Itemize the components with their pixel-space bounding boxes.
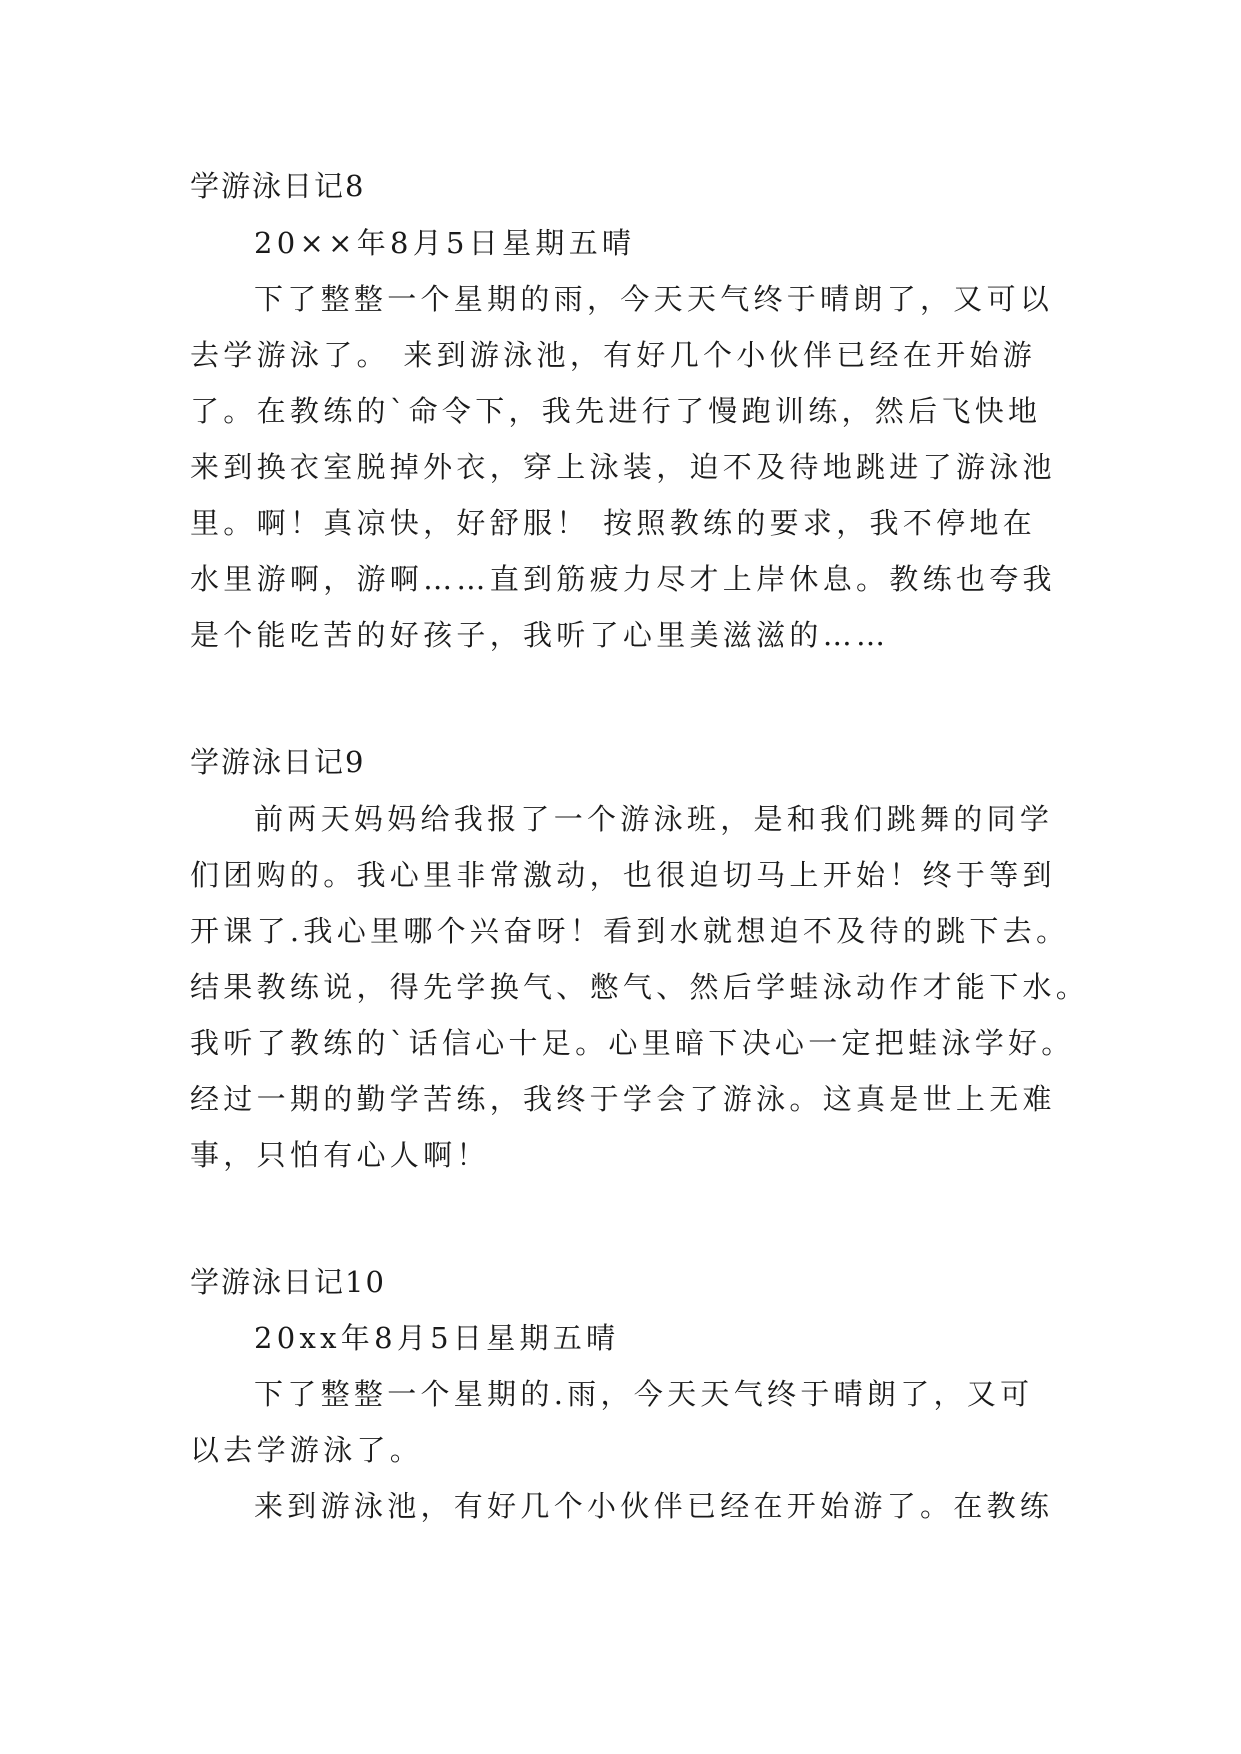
paragraph-line: 经过一期的勤学苦练，我终于学会了游泳。这真是世上无难 [190, 1082, 1056, 1116]
paragraph-line: 里。啊！真凉快，好舒服！ 按照教练的要求，我不停地在 [190, 506, 1037, 540]
paragraph-line: 开课了.我心里哪个兴奋呀！看到水就想迫不及待的跳下去。 [190, 914, 1070, 948]
paragraph-line: 结果教练说，得先学换气、憋气、然后学蛙泳动作才能下水。 [190, 970, 1090, 1004]
paragraph-line: 下了整整一个星期的雨，今天天气终于晴朗了，又可以 [254, 282, 1054, 316]
paragraph-line: 水里游啊，游啊……直到筋疲力尽才上岸休息。教练也夸我 [190, 562, 1056, 596]
paragraph-line: 我听了教练的`话信心十足。心里暗下决心一定把蛙泳学好。 [190, 1026, 1075, 1060]
paragraph-line: 是个能吃苦的好孩子，我听了心里美滋滋的…… [190, 618, 890, 652]
entry-title: 学游泳日记9 [190, 745, 366, 779]
paragraph-line: 下了整整一个星期的.雨，今天天气终于晴朗了，又可 [254, 1377, 1034, 1411]
paragraph-line: 了。在教练的`命令下，我先进行了慢跑训练，然后飞快地 [190, 394, 1042, 428]
entry-title: 学游泳日记8 [190, 169, 366, 203]
entry-date: 20××年8月5日星期五晴 [254, 226, 636, 260]
paragraph-line: 们团购的。我心里非常激动，也很迫切马上开始！终于等到 [190, 858, 1056, 892]
paragraph-line: 以去学游泳了。 [190, 1433, 424, 1467]
paragraph-line: 来到换衣室脱掉外衣，穿上泳装，迫不及待地跳进了游泳池 [190, 450, 1056, 484]
paragraph-line: 来到游泳池，有好几个小伙伴已经在开始游了。在教练 [254, 1489, 1054, 1523]
entry-title: 学游泳日记10 [190, 1265, 386, 1299]
paragraph-line: 前两天妈妈给我报了一个游泳班，是和我们跳舞的同学 [254, 802, 1054, 836]
paragraph-line: 去学游泳了。 来到游泳池，有好几个小伙伴已经在开始游 [190, 338, 1037, 372]
entry-date: 20xx年8月5日星期五晴 [254, 1321, 620, 1355]
paragraph-line: 事，只怕有心人啊！ [190, 1138, 490, 1172]
